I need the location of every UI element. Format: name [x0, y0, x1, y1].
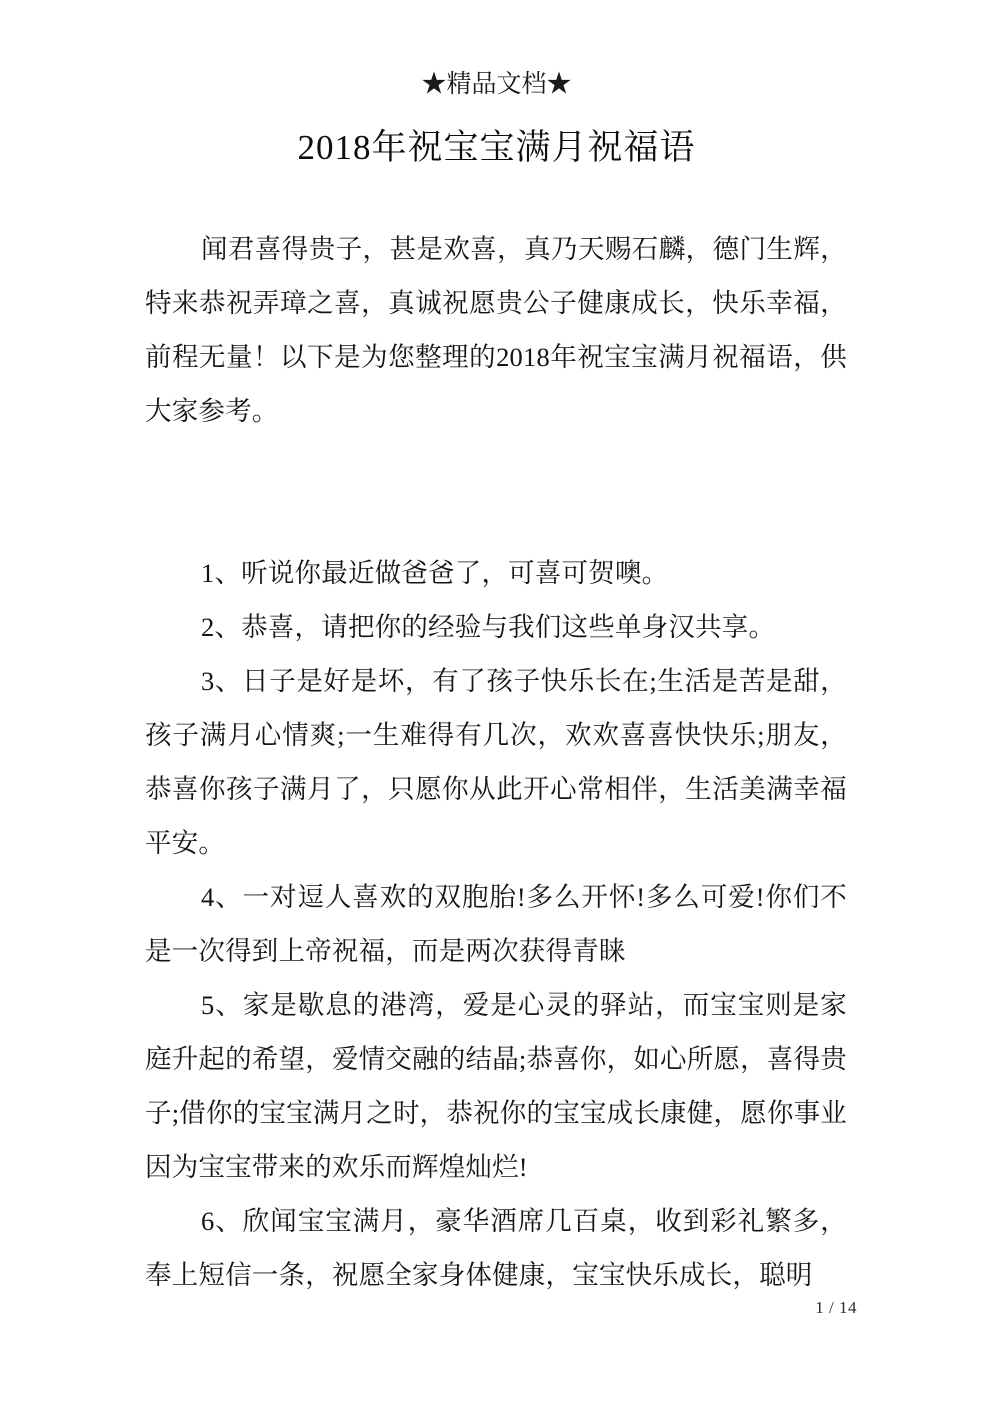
list-item: 6、欣闻宝宝满月，豪华酒席几百桌，收到彩礼繁多，奉上短信一条，祝愿全家身体健康，宝宝快乐成长，聪明 [145, 1206, 847, 1290]
paragraph-spacer [145, 438, 847, 546]
intro-paragraph: 闻君喜得贵子，甚是欢喜，真乃天赐石麟，德门生辉，特来恭祝弄璋之喜，真诚祝愿贵公子健康成长，快乐幸福，前程无量！以下是为您整理的2018年祝宝宝满月祝福语，供大家参考。 [145, 234, 847, 426]
list-item: 5、家是歇息的港湾，爱是心灵的驿站，而宝宝则是家庭升起的希望，爱情交融的结晶;恭喜你，如心所愿，喜得贵子;借你的宝宝满月之时，恭祝你的宝宝成长康健，愿你事业因为宝宝带来的欢乐而辉煌灿烂! [145, 990, 847, 1182]
list-item: 3、日子是好是坏，有了孩子快乐长在;生活是苦是甜，孩子满月心情爽;一生难得有几次，欢欢喜喜快快乐;朋友，恭喜你孩子满月了，只愿你从此开心常相伴，生活美满幸福平安。 [145, 666, 847, 858]
page-title: 2018年祝宝宝满月祝福语 [297, 128, 696, 167]
page-number-footer: 1 / 14 [815, 1298, 857, 1317]
document-watermark-header: ★精品文档★ [421, 71, 572, 98]
list-item: 1、听说你最近做爸爸了，可喜可贺噢。 [201, 558, 669, 588]
list-item: 4、一对逗人喜欢的双胞胎!多么开怀!多么可爱!你们不是一次得到上帝祝福，而是两次获得青睐 [145, 882, 847, 966]
document-body [145, 222, 847, 1302]
list-item: 2、恭喜，请把你的经验与我们这些单身汉共享。 [201, 612, 776, 642]
blessing-list [145, 546, 847, 1302]
